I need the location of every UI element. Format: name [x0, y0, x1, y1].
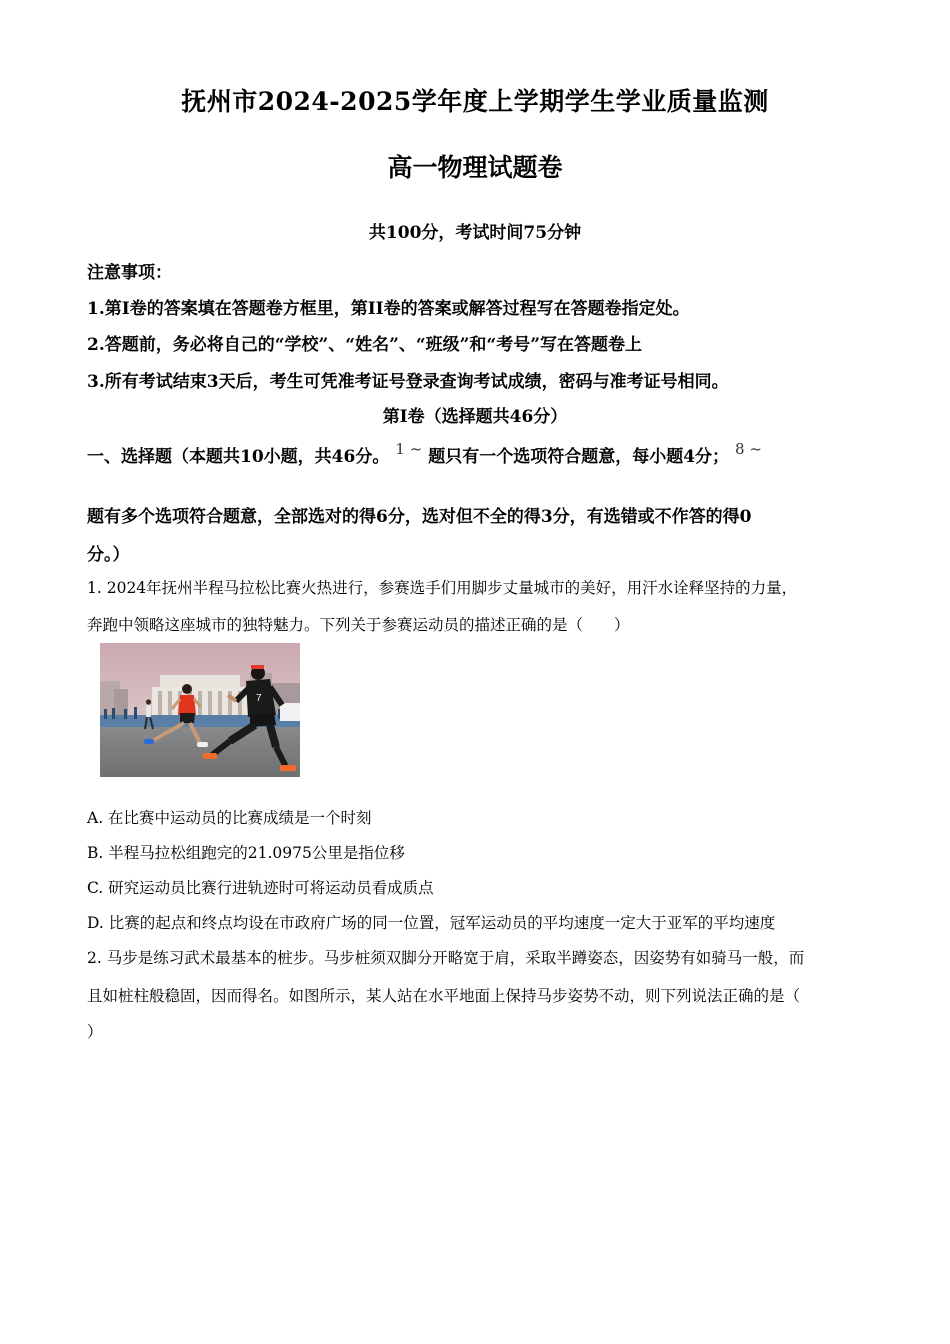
notice-item-1: 1.第I卷的答案填在答题卷方框里，第II卷的答案或解答过程写在答题卷指定处。	[87, 299, 690, 319]
exam-info: 共100分，考试时间75分钟	[368, 223, 582, 243]
question2-text-line1: 2. 马步是练习武术最基本的桩步。马步桩须双脚分开略宽于肩，采取半蹲姿态，因姿势有如骑马一般，而	[87, 949, 805, 967]
question2-text-line2: 且如桩柱般稳固，因而得名。如图所示，某人站在水平地面上保持马步姿势不动，则下列说法正确的是（	[87, 987, 801, 1005]
exam-subject-title: 高一物理试题卷	[387, 153, 563, 182]
question1-option-d: D. 比赛的起点和终点均设在市政府广场的同一位置，冠军运动员的平均速度一定大于亚军的平均速度	[87, 914, 776, 932]
section-instruction-line3: 分。）	[87, 545, 130, 565]
section-heading: 第I卷（选择题共46分）	[382, 407, 568, 427]
instruction-part2: 题只有一个选项符合题意，每小题4分；	[428, 447, 730, 467]
question1-option-c: C. 研究运动员比赛行进轨迹时可将运动员看成质点	[87, 879, 434, 897]
question1-option-b: B. 半程马拉松组跑完的21.0975公里是指位移	[87, 844, 405, 862]
question1-option-a: A. 在比赛中运动员的比赛成绩是一个时刻	[87, 809, 372, 827]
section-instruction-line1	[87, 442, 768, 467]
section-instruction-line2: 题有多个选项符合题意，全部选对的得6分，选对但不全的得3分，有选错或不作答的得0	[87, 507, 752, 527]
question2-text-line3: ）	[87, 1023, 103, 1041]
instruction-part1: 一、选择题（本题共10小题，共46分。	[87, 447, 390, 467]
question1-text-line2: 奔跑中领略这座城市的独特魅力。下列关于参赛运动员的描述正确的是（ ）	[87, 616, 630, 634]
question1-text-line1: 1. 2024年抚州半程马拉松比赛火热进行，参赛选手们用脚步丈量城市的美好，用汗水诠释坚持的力量，	[87, 579, 798, 597]
notice-item-3: 3.所有考试结束3天后，考生可凭准考证号登录查询考试成绩，密码与准考证号相同。	[87, 372, 729, 392]
instruction-note2: 8 ~	[735, 440, 762, 458]
svg-text:7: 7	[256, 693, 262, 704]
exam-title: 抚州市2024-2025学年度上学期学生学业质量监测	[181, 87, 769, 116]
marathon-photo	[100, 643, 300, 777]
instruction-note1: 1 ~	[395, 440, 423, 458]
notice-item-2: 2.答题前，务必将自己的“学校”、“姓名”、“班级”和“考号”写在答题卷上	[87, 335, 642, 355]
notice-heading: 注意事项：	[87, 263, 172, 283]
